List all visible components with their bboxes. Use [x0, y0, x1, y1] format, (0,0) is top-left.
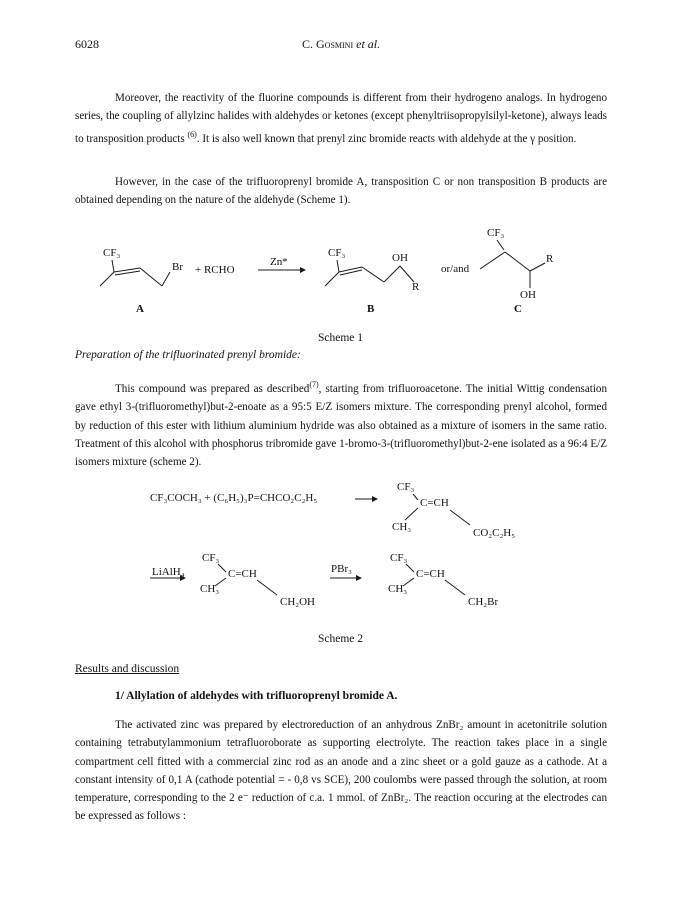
- scheme-2-p2-ch3: CH₃: [200, 583, 220, 595]
- paragraph-preparation-text2: , starting from trifluoroacetone. The initial Wittig condensation gave ethyl 3-(trifluoromethyl)but-2-enoate as a 95:5 E/Z isomers mixture. The corresponding prenyl alcohol, formed by reduction of this ester with lithium aluminium hydride was also obtained as a mixture of isomers in the same ratio. Treatment of this alcohol with phosphorus tribromide gave 1-bromo-3-(trifluoromethyl)but-2-ene isolated as a 96:4 E/Z isomers mixture (scheme 2).: [75, 383, 607, 469]
- scheme-2-reactants: CF₃COCH₃ + (C₆H₅)₃P=CHCO₂C₂H₅: [150, 492, 318, 504]
- reference-7: (7): [309, 380, 319, 389]
- scheme-1-label-c: C: [514, 303, 522, 315]
- scheme-1-b-cf3: CF₃: [328, 247, 346, 259]
- scheme-2-lialh4: LiAlH₄: [152, 566, 185, 578]
- scheme-1-c-r: R: [546, 253, 554, 265]
- running-title-caps: osmini: [324, 37, 354, 51]
- scheme-1-a-cf3: CF₃: [103, 247, 121, 259]
- scheme-1-b-oh: OH: [392, 252, 408, 264]
- scheme-1-reagent: Zn*: [270, 256, 288, 268]
- scheme-2-caption: Scheme 2: [318, 633, 364, 645]
- scheme-1-b-r: R: [412, 281, 420, 293]
- scheme-2-p1-c-eq-ch: C=CH: [420, 497, 449, 509]
- scheme-1-caption: Scheme 1: [318, 332, 364, 344]
- scheme-2-p3-ch2br: CH₂Br: [468, 596, 499, 608]
- scheme-2-p3-ch3: CH₃: [388, 583, 408, 595]
- scheme-1-c-cf3: CF₃: [487, 227, 505, 239]
- section-heading-preparation: Preparation of the trifluorinated prenyl bromide:: [75, 349, 301, 361]
- scheme-1-plus-rcho: + RCHO: [195, 264, 235, 276]
- scheme-1-a-br: Br: [172, 261, 183, 273]
- scheme-2-p3-cf3: CF₃: [390, 552, 408, 564]
- paragraph-preparation: [75, 376, 607, 471]
- scheme-2: [0, 478, 681, 628]
- paragraph-reactivity: [75, 89, 607, 148]
- reference-6: (6): [187, 129, 197, 139]
- subsection-heading-allylation: 1/ Allylation of aldehydes with trifluoroprenyl bromide A.: [115, 690, 398, 702]
- scheme-2-p1-co2c2h5: CO₂C₂H₅: [473, 527, 516, 539]
- scheme-1-or-and: or/and: [441, 263, 470, 275]
- paragraph-transposition: However, in the case of the trifluoroprenyl bromide A, transposition C or non transposition B products are obtained depending on the nature of the aldehyde (Scheme 1).: [75, 176, 607, 207]
- paragraph-reactivity-text1: Moreover, the reactivity of the fluorine compounds is different from their hydrogeno analogs. In hydrogeno series, the coupling of allylzinc halides with aldehydes or ketones (except phenyltriisopropylsilyl-ketone), always leads to transposition products: [75, 92, 607, 145]
- running-title: [302, 37, 380, 52]
- scheme-1-bonds: [0, 220, 681, 340]
- scheme-2-bonds: [0, 478, 681, 628]
- scheme-2-pbr3: PBr₃: [331, 563, 352, 575]
- scheme-2-p1-cf3: CF₃: [397, 481, 415, 493]
- scheme-1: [0, 220, 681, 340]
- scheme-2-p1-ch3: CH₃: [392, 521, 412, 533]
- running-title-prefix: C. G: [302, 37, 325, 51]
- scheme-2-p2-ch2oh: CH₂OH: [280, 596, 316, 608]
- scheme-1-label-b: B: [367, 303, 375, 315]
- scheme-2-p2-c-eq-ch: C=CH: [228, 568, 257, 580]
- scheme-2-p2-cf3: CF₃: [202, 552, 220, 564]
- scheme-1-c-oh: OH: [520, 289, 536, 301]
- section-heading-results: Results and discussion: [75, 663, 180, 675]
- paragraph-reactivity-text2: . It is also well known that prenyl zinc bromide reacts with aldehyde at the γ position.: [196, 132, 577, 145]
- paragraph-preparation-text1: This compound was prepared as described: [115, 383, 310, 395]
- scheme-1-label-a: A: [136, 303, 144, 315]
- page-number: 6028: [75, 37, 99, 51]
- running-title-suffix: et al.: [353, 37, 381, 51]
- scheme-2-p3-c-eq-ch: C=CH: [416, 568, 445, 580]
- paragraph-electroreduction: The activated zinc was prepared by electroreduction of an anhydrous ZnBr₂ amount in acetonitrile solution containing tetrabutylammonium tetrafluoroborate as supporting electrolyte. The reaction takes place in a single compartment cell fitted with a commercial zinc rod as an anode and a zinc sheet or a gold gauze as a cathode. At a constant intensity of 0,1 A (cathode potential = - 0,8 vs SCE), 200 coulombs were passed through the solution, at room temperature, corresponding to the 2 e⁻ reduction of c.a. 1 mmol. of ZnBr₂. The reaction occuring at the electrodes can be expressed as follows :: [75, 719, 607, 823]
